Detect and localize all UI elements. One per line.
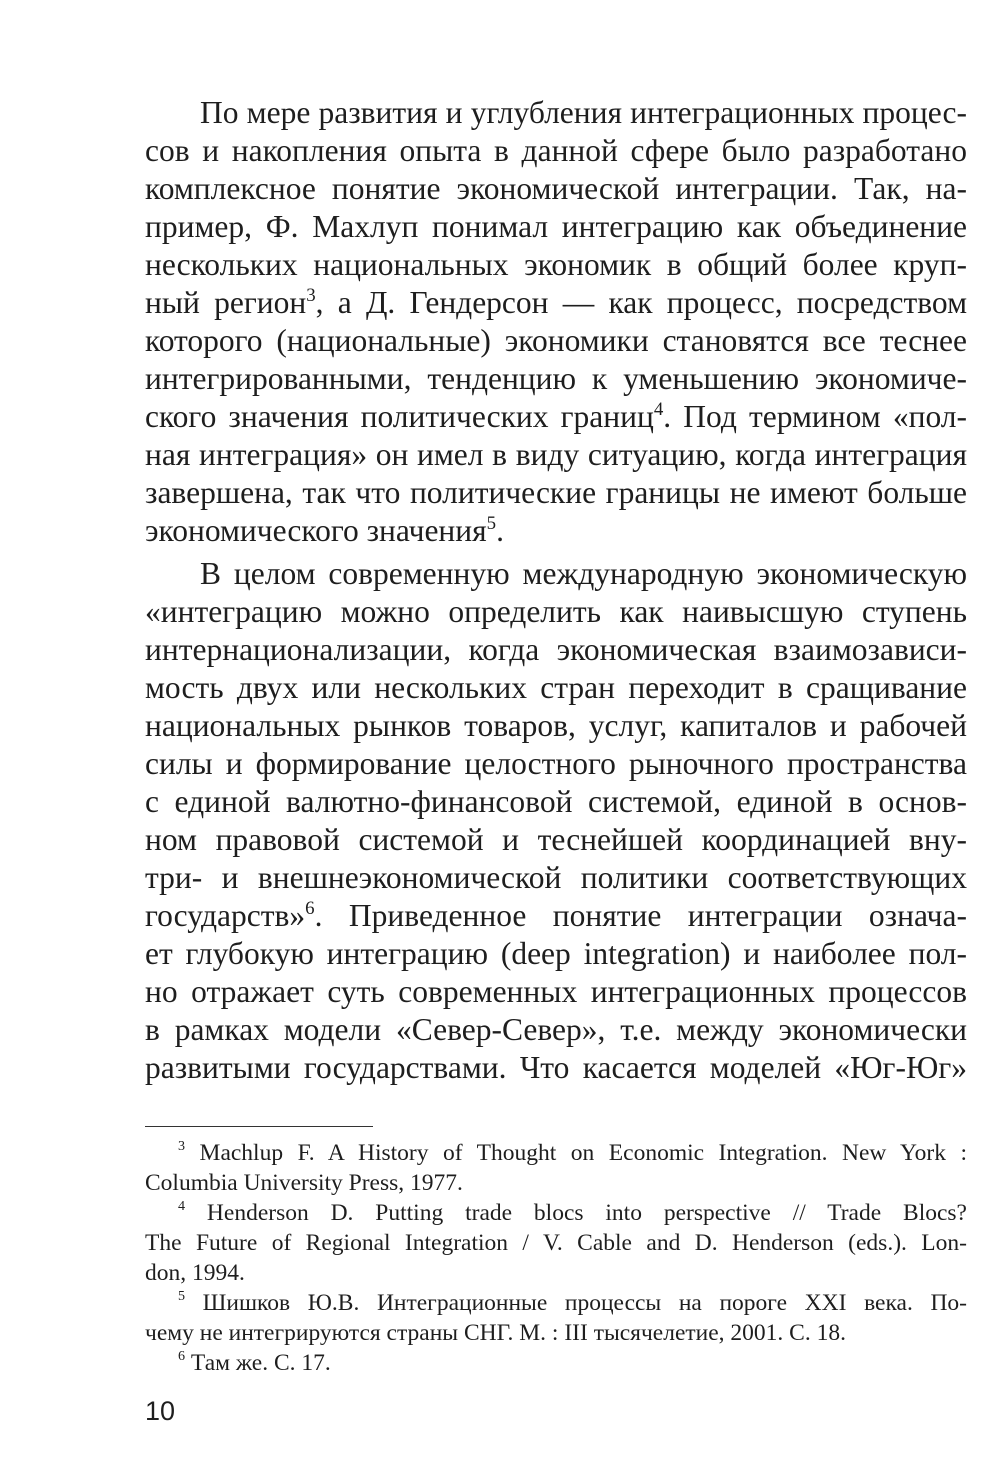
footnote-ref-3[interactable]: 3 [306,284,316,306]
text-line: интегрированными, тенденцию к уменьшению экономиче- [145,361,967,396]
text-line: пример, Ф. Махлуп понимал интеграцию как объединение [145,209,967,244]
text-segment: . [496,513,504,548]
footnote-line: The Future of Regional Integration / V. Cable and D. Henderson (eds.). Lon- [145,1230,967,1256]
footnote-5 [178,1288,967,1318]
footnote-line: Columbia University Press, 1977. [145,1170,463,1196]
footnote-ref-5[interactable]: 5 [486,512,497,534]
text-line: сов и накопления опыта в данной сфере было разработано [145,133,967,168]
text-segment: государств» [145,898,306,933]
page-number: 10 [145,1396,176,1426]
text-line [145,897,967,935]
text-line: но отражает суть современных интеграционных процессов [145,974,967,1009]
text-line: ном правовой системой и теснейшей координацией вну- [145,822,967,857]
text-line: «интеграцию можно определить как наивысшую ступень [145,594,967,629]
text-line: ет глубокую интеграцию (deep integration) и наиболее пол- [145,936,967,971]
text-line: По мере развития и углубления интеграционных процес- [200,95,967,130]
footnote-text: Шишков Ю.В. Интеграционные процессы на пороге XXI века. По- [185,1290,967,1316]
text-line: развитыми государствами. Что касается моделей «Юг-Юг» [145,1050,967,1085]
text-line: комплексное понятие экономической интеграции. Так, на- [145,171,967,206]
text-line: завершена, так что политические границы не имеют больше [145,475,967,510]
footnote-text: Там же. С. 17. [185,1350,331,1376]
text-line [145,512,967,550]
footnote-number: 6 [178,1348,186,1365]
footnote-text: Henderson D. Putting trade blocs into perspective // Trade Blocs? [185,1200,967,1226]
text-line: ная интеграция» он имел в виду ситуацию, когда интеграция [145,437,967,472]
text-line: национальных рынков товаров, услуг, капиталов и рабочей [145,708,967,743]
text-line [145,398,967,436]
text-line: В целом современную международную экономическую [200,556,967,591]
footnote-ref-4[interactable]: 4 [653,398,664,420]
footnote-number: 5 [178,1288,186,1305]
text-segment: . Под термином «пол- [663,399,967,434]
text-segment: экономического значения [145,513,487,548]
text-line: три- и внешнеэкономической политики соответствующих [145,860,967,895]
footnote-line: don, 1994. [145,1260,245,1286]
text-line: силы и формирование целостного рыночного пространства [145,746,967,781]
footnote-separator [145,1126,373,1127]
footnote-6 [178,1348,967,1378]
text-line: которого (национальные) экономики становятся все теснее [145,323,967,358]
footnote-text: Machlup F. A History of Thought on Economic Integration. New York : [185,1140,967,1166]
text-segment: , а Д. Гендерсон — как процесс, посредством [315,285,967,320]
footnote-3 [178,1138,967,1168]
footnote-number: 4 [178,1198,186,1215]
text-line: в рамках модели «Север-Север», т.е. между экономически [145,1012,967,1047]
footnote-ref-6[interactable]: 6 [305,897,315,919]
text-line: интернационализации, когда экономическая взаимозависи- [145,632,967,667]
text-segment: ный регион [145,285,307,320]
text-line: нескольких национальных экономик в общий более круп- [145,247,967,282]
text-segment: ского значения политических границ [145,399,654,434]
text-line: мость двух или нескольких стран переходит в сращивание [145,670,967,705]
text-line: с единой валютно-финансовой системой, единой в основ- [145,784,967,819]
text-line [145,284,967,322]
footnote-4 [178,1198,967,1228]
footnote-number: 3 [178,1138,186,1155]
footnote-line: чему не интегрируются страны СНГ. М. : III тысячелетие, 2001. С. 18. [145,1320,846,1346]
text-segment: . Приведенное понятие интеграции означа- [314,898,967,933]
